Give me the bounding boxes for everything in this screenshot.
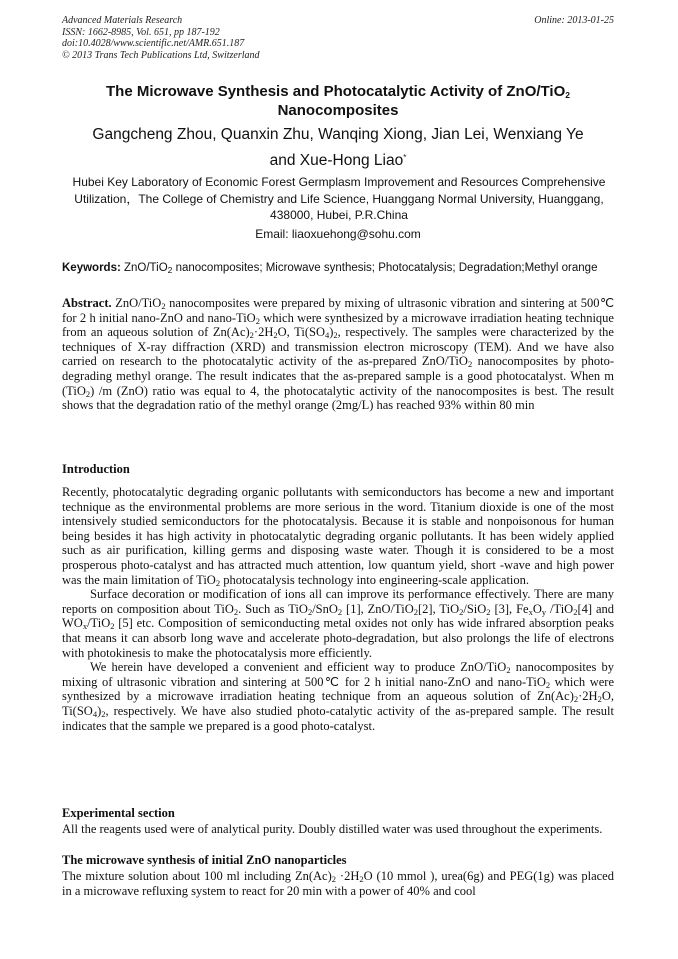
paper-title [62,82,614,120]
introduction-body [62,485,614,733]
intro-paragraph-1: Recently, photocatalytic degrading organic pollutants with semiconductors has become a new and important technique as the environmental problems are more serious in the word. Titanium dioxide is one of the most intensively studied semiconductors for the photocatalysis. Because it is stable and nonpoisonous for human being besides it has high activity in photocatalytic degrading organic pollutants. It has been widely applied such as air purification, killing germs and disposing waste water. Though it is considered to be a most prosperous photo-catalyst and has attracted much attention, low quantum yield, short -wave and high power was the main limitation of TiO$_2$ photocatalysis technology into engineering-scale application. [62,485,614,588]
title-line-2: Nanocomposites [277,102,399,119]
keywords-label: Keywords: [62,262,121,274]
title-line-1: The Microwave Synthesis and Photocatalytic Activity of ZnO/TiO$_2$ [106,83,570,100]
corresponding-author-mark: * [403,153,407,162]
zno-synthesis-body [62,869,614,898]
online-date: Online: 2013-01-25 [534,15,614,26]
doi-line: doi:10.4028/www.scientific.net/AMR.651.187 [62,38,245,49]
authors-line-1: Gangcheng Zhou, Quanxin Zhu, Wanqing Xiong, Jian Lei, Wenxiang Ye [92,126,584,143]
keywords: Keywords: ZnO/TiO$_2$ nanocomposites; Microwave synthesis; Photocatalysis; Degradation;Methyl orange [62,262,598,275]
experimental-body [62,822,614,837]
copyright-line: © 2013 Trans Tech Publications Ltd, Switzerland [62,49,260,61]
contact-email: Email: liaoxuehong@sohu.com [255,227,421,241]
intro-paragraph-2: Surface decoration or modification of ions all can improve its performance effectively. There are many reports on composition about TiO$_2$. Such as TiO$_2$/SnO$_2$ [1], ZnO/TiO$_2$[2], TiO$_2$/SiO$_2$ [3], $Fe_xO_y$ /TiO$_2$[4] and $WO_x/TiO_2$ [5] etc. Composition of semiconducting metal oxides not only has wide infrared absorption peaks that means it can absorb long wave and accelerate photo-degradation, but also prolongs the life of electrons with photokinesis to make the photocatalysis more efficiently. [62,587,615,660]
zno-synthesis-subheading: The microwave synthesis of initial ZnO nanoparticles [62,853,347,867]
authors-line-2: and Xue-Hong Liao* [269,152,407,169]
intro-paragraph-3: We herein have developed a convenient and efficient way to produce ZnO/TiO$_2$ nanocomposites by mixing of ultrasonic vibration and sintering at 500℃ for 2 h initial nano-ZnO and nano-TiO$_2$ which were synthesized by a microwave irradiation heating technique from an aqueous solution of $Zn(Ac)_2\cdot 2H_2O$, $Ti(SO_4)_2$, respectively. We have also studied photo-catalytic activity of the as-prepared sample. The result indicates that the sample we prepared is a good photo-catalyst. [62,660,614,733]
introduction-heading: Introduction [62,462,130,476]
experimental-heading: Experimental section [62,806,175,820]
journal-name: Advanced Materials Research [62,15,183,26]
abstract: Abstract. ZnO/TiO$_2$ nanocomposites were prepared by mixing of ultrasonic vibration and sintering at 500℃ for 2 h initial nano-ZnO and nano-TiO$_2$ which were synthesized by a microwave irradiation heating technique from an aqueous solution of $Zn(Ac)_2\cdot 2H_2O$, $Ti(SO_4)_2$, respectively. The samples were characterized by the techniques of X-ray diffraction (XRD) and transmission electron microscopy (TEM). And we have also carried on research to the photocatalytic activity of the as-prepared ZnO/TiO$_2$ nanocomposites by photo-degrading methyl orange. The result indicates that the as-prepared sample is a good photocatalyst. When m (TiO$_2$) /m (ZnO) ratio was equal to 4, the photocatalytic activity of the nanocomposites is best. The result shows that the degradation ratio of the methyl orange (2mg/L) has reached 93% within 80 min [62,296,614,413]
abstract-label: Abstract. [62,296,112,310]
issn-line: ISSN: 1662-8985, Vol. 651, pp 187-192 [62,26,220,38]
experimental-paragraph-2: The mixture solution about 100 ml including $Zn(Ac)_2 \cdot 2H_2O$ (10 mmol ), urea(6g) and PEG(1g) was placed in a microwave refluxing system to react for 20 min with a power of 40% and cool [62,869,614,898]
journal-header [62,15,260,61]
author-list [62,122,614,174]
experimental-paragraph-1: All the reagents used were of analytical purity. Doubly distilled water was used throughout the experiments. [62,822,603,836]
affiliation: Hubei Key Laboratory of Economic Forest Germplasm Improvement and Resources Comprehensive Utilization，The College of Chemistry and Life Science, Huanggang Normal University, Huanggang, 438000, Hubei, P.R.China [72,175,606,222]
